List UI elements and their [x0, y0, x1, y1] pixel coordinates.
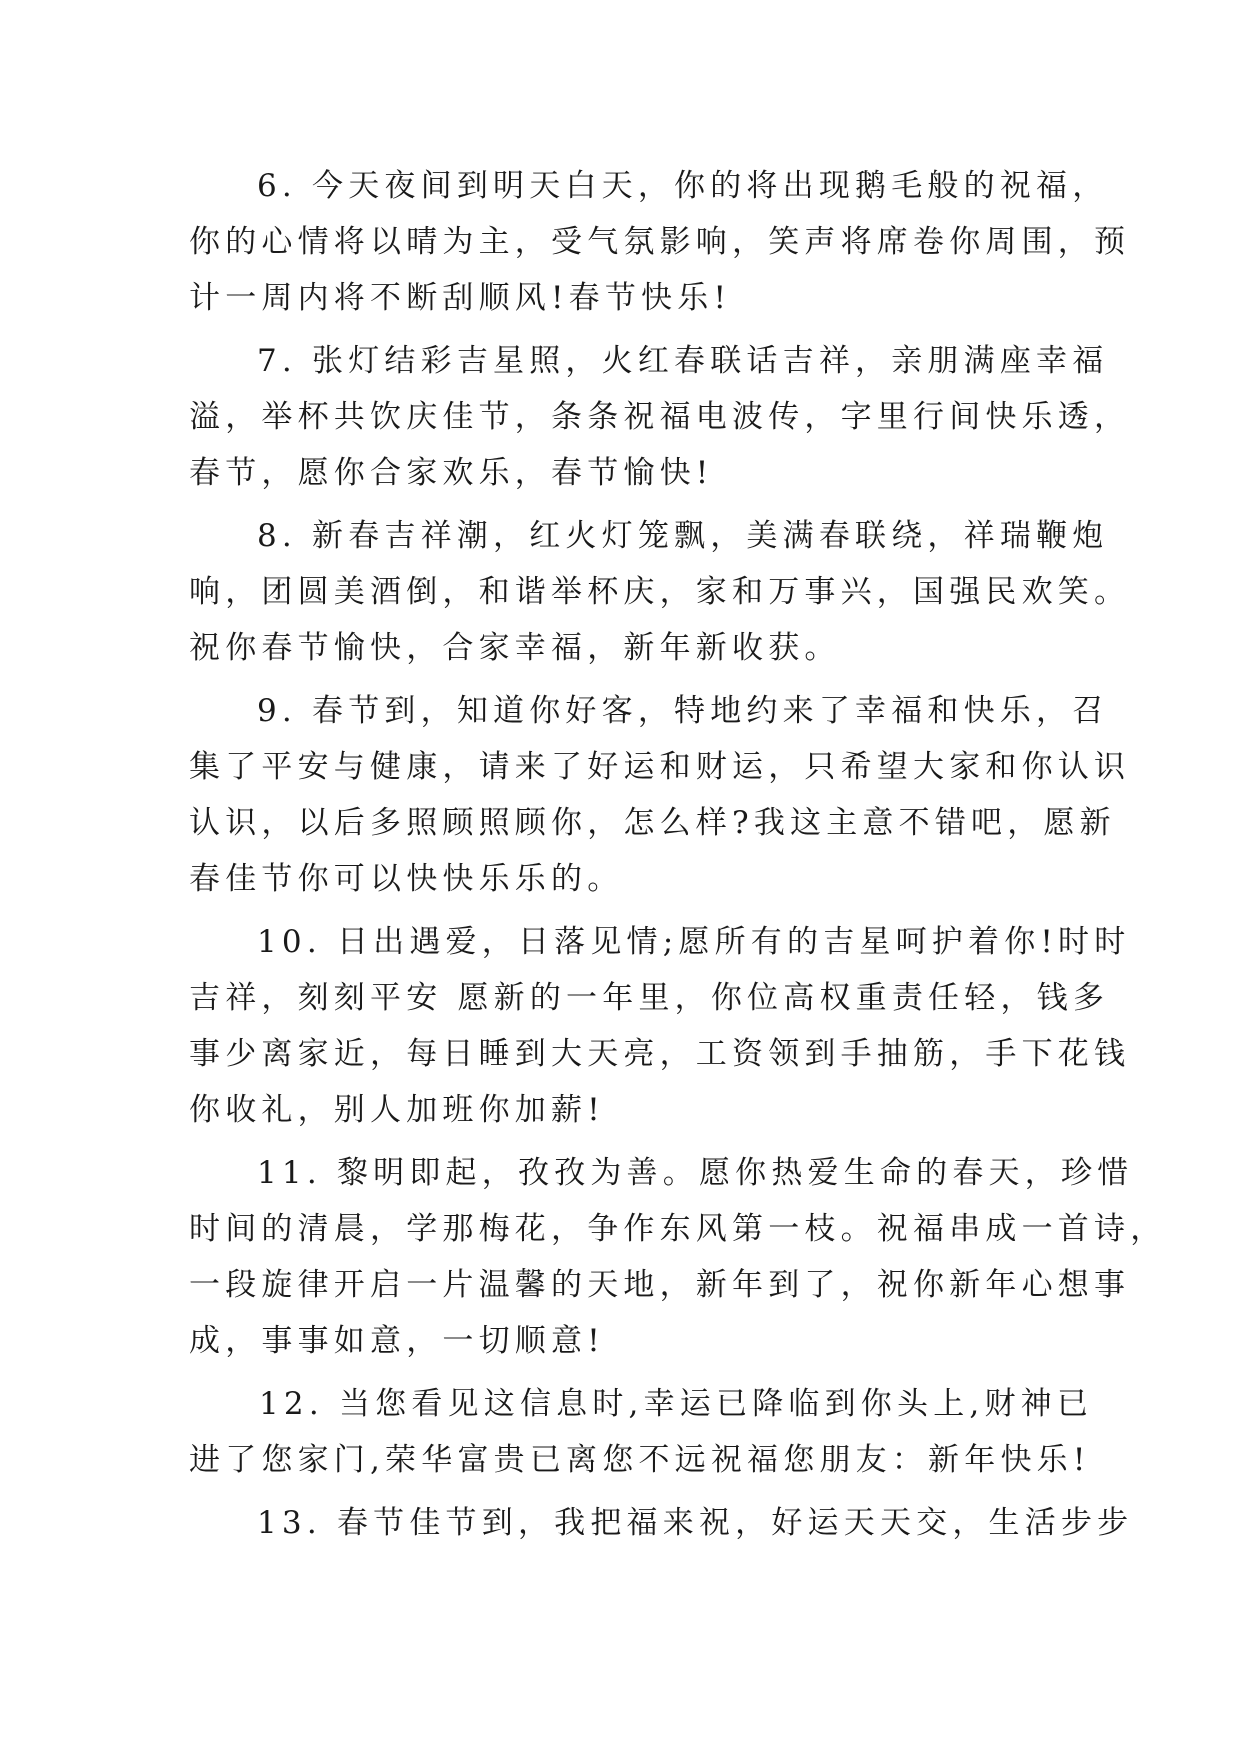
paragraph-12-line-1: 12. 当您看见这信息时,幸运已降临到你头上,财神已	[259, 1386, 1094, 1422]
paragraph-8-line-2: 响，团圆美酒倒，和谐举杯庆，家和万事兴，国强民欢笑。	[189, 574, 1131, 610]
paragraph-10-line-4: 你收礼，别人加班你加薪!	[189, 1092, 605, 1128]
paragraph-11-line-2: 时间的清晨，学那梅花，争作东风第一枝。祝福串成一首诗，	[189, 1211, 1167, 1247]
paragraph-7-line-3: 春节，愿你合家欢乐，春节愉快!	[189, 455, 714, 491]
paragraph-13-line-1: 13. 春节佳节到，我把福来祝，好运天天交，生活步步	[257, 1505, 1134, 1541]
paragraph-9-line-3: 认识，以后多照顾照顾你，怎么样?我这主意不错吧，愿新	[189, 805, 1116, 841]
paragraph-8-line-1: 8. 新春吉祥潮，红火灯笼飘，美满春联绕，祥瑞鞭炮	[257, 518, 1109, 554]
paragraph-11-line-3: 一段旋律开启一片温馨的天地，新年到了，祝你新年心想事	[189, 1267, 1131, 1303]
paragraph-9-line-2: 集了平安与健康，请来了好运和财运，只希望大家和你认识	[189, 749, 1131, 785]
paragraph-6-line-2: 你的心情将以晴为主，受气氛影响，笑声将席卷你周围，预	[189, 224, 1131, 260]
paragraph-12-line-2: 进了您家门,荣华富贵已离您不远祝福您朋友：新年快乐!	[189, 1442, 1091, 1478]
paragraph-10-line-3: 事少离家近，每日睡到大天亮，工资领到手抽筋，手下花钱	[189, 1036, 1131, 1072]
paragraph-10-line-1: 10. 日出遇爱，日落见情;愿所有的吉星呵护着你!时时	[257, 924, 1131, 960]
paragraph-7-line-1: 7. 张灯结彩吉星照，火红春联话吉祥，亲朋满座幸福	[257, 343, 1109, 379]
paragraph-11-line-4: 成，事事如意，一切顺意!	[189, 1323, 605, 1359]
paragraph-6-line-1: 6. 今天夜间到明天白天，你的将出现鹅毛般的祝福，	[257, 168, 1109, 204]
paragraph-9-line-1: 9. 春节到，知道你好客，特地约来了幸福和快乐，召	[257, 693, 1109, 729]
paragraph-6-line-3: 计一周内将不断刮顺风!春节快乐!	[189, 280, 732, 316]
paragraph-11-line-1: 11. 黎明即起，孜孜为善。愿你热爱生命的春天，珍惜	[257, 1155, 1134, 1191]
paragraph-7-line-2: 溢，举杯共饮庆佳节，条条祝福电波传，字里行间快乐透，	[189, 399, 1131, 435]
paragraph-10-line-2: 吉祥，刻刻平安 愿新的一年里，你位高权重责任轻，钱多	[189, 980, 1110, 1016]
paragraph-9-line-4: 春佳节你可以快快乐乐的。	[189, 861, 624, 897]
paragraph-8-line-3: 祝你春节愉快，合家幸福，新年新收获。	[189, 630, 841, 666]
